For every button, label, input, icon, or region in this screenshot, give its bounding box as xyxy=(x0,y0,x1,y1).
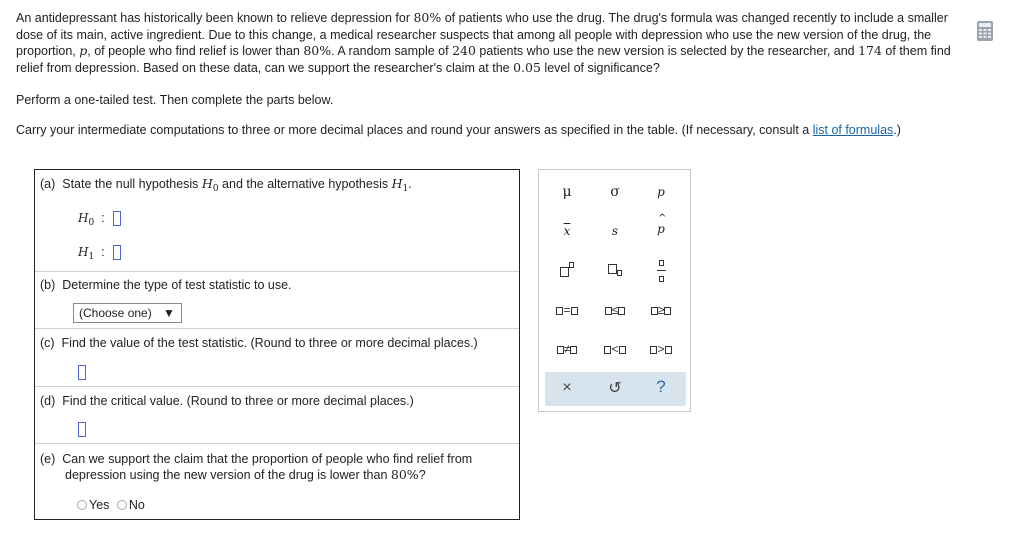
problem-statement: An antidepressant has historically been known to relieve depression for 80% of patients who use the drug. The drug's formula was changed recently to include a smaller dose of its main, active ingredient. Due to this change, a medical researcher suspects that among all people with depression who use the new version of the drug, the proportion, p, of people who find relief is lower than 80%. A random sample of 240 patients who use the new version is selected by the researcher, and 174 of them find relief from depression. Based on these data, can we support the researcher's claim at the 0.05 level of significance? xyxy=(16,10,951,75)
part-a-prompt: (a) State the null hypothesis $H_0$ and the alternative hypothesis $H_1$. xyxy=(40,176,412,194)
critical-value-input[interactable] xyxy=(78,422,86,437)
less-equal-button[interactable]: ≤ xyxy=(595,303,635,323)
calculator-icon[interactable] xyxy=(974,20,996,42)
xbar-button[interactable]: $\overline{x}$ xyxy=(563,224,571,238)
undo-icon[interactable]: ↺ xyxy=(608,380,622,397)
greater-equal-button[interactable]: ≥ xyxy=(641,303,681,323)
part-c-prompt: (c) Find the value of the test statistic. (Round to three or more decimal places.) xyxy=(40,336,478,350)
not-equal-button[interactable]: ≠ xyxy=(547,342,587,362)
answer-parts-panel xyxy=(34,169,520,520)
yes-radio[interactable] xyxy=(77,500,87,510)
mu-button[interactable]: μ xyxy=(562,184,572,200)
part-e-options xyxy=(77,498,145,512)
test-statistic-select[interactable]: (Choose one) xyxy=(73,303,182,323)
superscript-button[interactable] xyxy=(547,262,587,282)
divider xyxy=(35,271,519,272)
subscript-button[interactable] xyxy=(595,262,635,282)
formulas-link[interactable]: list of formulas xyxy=(812,123,894,137)
no-label: No xyxy=(128,498,145,512)
alternative-hypothesis-label: $H_1$ : xyxy=(78,245,105,262)
null-hypothesis-input[interactable] xyxy=(113,211,121,226)
symbol-palette xyxy=(538,169,691,412)
alternative-hypothesis-input[interactable] xyxy=(113,245,121,260)
part-b-prompt: (b) Determine the type of test statistic to use. xyxy=(40,278,292,292)
divider xyxy=(35,386,519,387)
instruction-rounding: Carry your intermediate computations to three or more decimal places and round your answers as specified in the table. (If necessary, consult a list of formulas.) xyxy=(16,123,901,137)
part-e-prompt: (e) Can we support the claim that the proportion of people who find relief from depression using the new version of the drug is lower than 80%? xyxy=(40,452,473,482)
null-hypothesis-label: $H_0$ : xyxy=(78,211,105,228)
help-icon[interactable]: ? xyxy=(656,377,666,396)
less-than-button[interactable]: < xyxy=(595,342,635,362)
instruction-one-tailed: Perform a one-tailed test. Then complete the parts below. xyxy=(16,93,334,107)
no-radio[interactable] xyxy=(117,500,127,510)
fraction-button[interactable] xyxy=(641,258,681,278)
clear-icon[interactable]: × xyxy=(562,379,572,396)
phat-button[interactable]: p ^ xyxy=(657,213,667,236)
sigma-button[interactable]: σ xyxy=(610,184,620,200)
divider xyxy=(35,443,519,444)
yes-label: Yes xyxy=(89,498,110,512)
greater-than-button[interactable]: > xyxy=(641,342,681,362)
palette-action-bar xyxy=(545,372,686,406)
part-d-prompt: (d) Find the critical value. (Round to three or more decimal places.) xyxy=(40,394,414,408)
equals-button[interactable]: = xyxy=(547,303,587,323)
divider xyxy=(35,328,519,329)
p-button[interactable]: p xyxy=(657,185,665,199)
test-statistic-input[interactable] xyxy=(78,365,86,380)
s-button[interactable]: s xyxy=(611,224,619,238)
chevron-down-icon[interactable]: ▼ xyxy=(163,306,175,320)
